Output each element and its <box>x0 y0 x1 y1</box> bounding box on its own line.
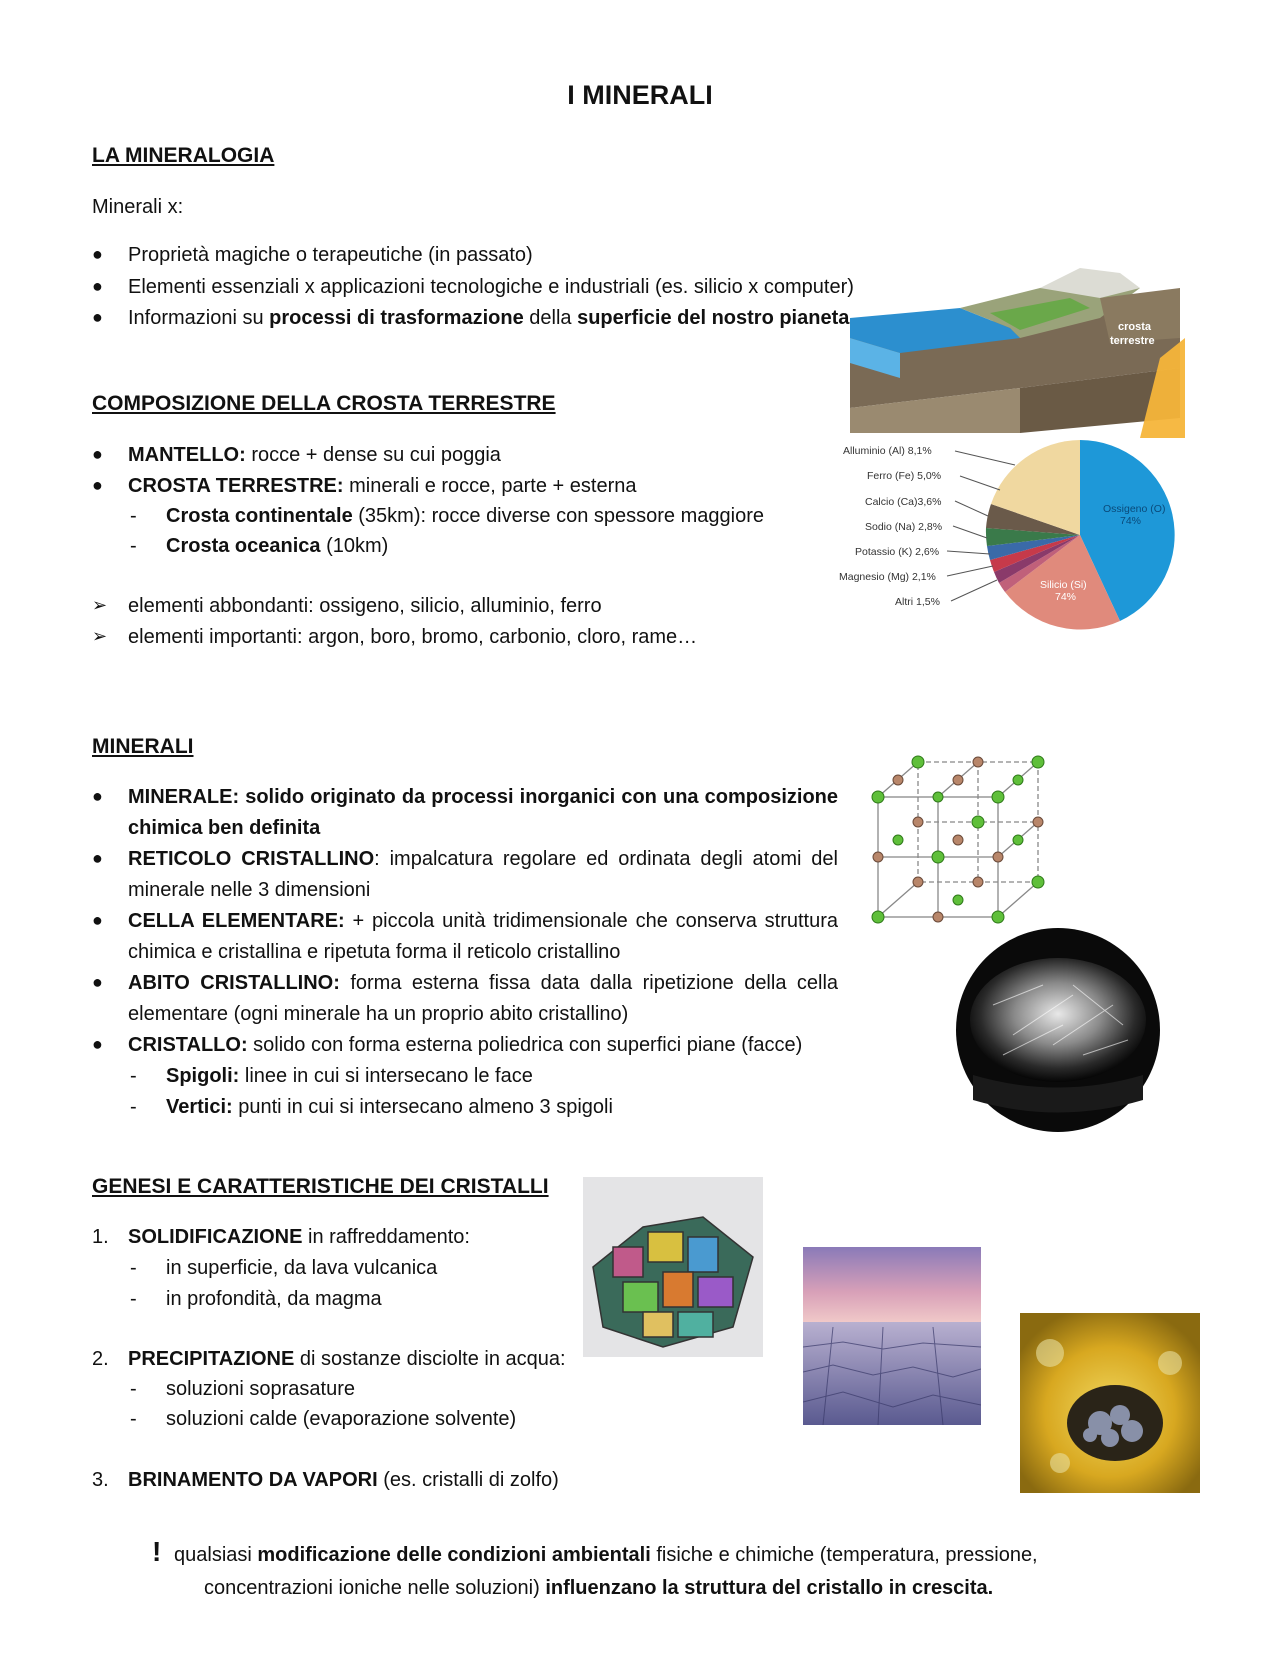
arrow-bullet-icon: ➢ <box>92 626 108 646</box>
bullet: ● <box>92 244 103 264</box>
intro-text: Minerali x: <box>92 196 184 218</box>
pie-label: Alluminio (Al) 8,1% <box>843 445 932 457</box>
list-text: BRINAMENTO DA VAPORI (es. cristalli di zolfo) <box>128 1469 559 1491</box>
bullet-text: RETICOLO CRISTALLINO: impalcatura regolare ed ordinata degli atomi del minerale nelle 3 dimensioni <box>128 848 838 901</box>
bullet: ● <box>92 276 103 296</box>
pie-label: Ossigeno (O) <box>1103 503 1166 515</box>
bullet-text: ABITO CRISTALLINO: forma esterna fissa data dalla ripetizione della cella elementare (ogni minerale ha un proprio abito cristallino) <box>128 972 839 1025</box>
sub-text: soluzioni soprasature <box>166 1378 355 1400</box>
pie-label: Calcio (Ca)3,6% <box>865 496 942 508</box>
bullet: ● <box>92 475 103 495</box>
crust-composition-pie-chart <box>835 420 1185 650</box>
bullet: ● <box>92 1034 103 1054</box>
sub-text: Crosta continentale (35km): rocce diverse con spessore maggiore <box>166 505 764 527</box>
list-text: SOLIDIFICAZIONE in raffreddamento: <box>128 1226 470 1248</box>
dash: - <box>130 535 137 557</box>
pie-label: 74% <box>1120 515 1142 527</box>
pie-label: Potassio (K) 2,6% <box>855 546 940 558</box>
bullet-text: CROSTA TERRESTRE: minerali e rocce, parte + esterna <box>128 475 637 497</box>
bullet-text: MINERALE: solido originato da processi inorganici con una composizione chimica ben definita <box>128 786 838 839</box>
dash: - <box>130 1378 137 1400</box>
bullet: ● <box>92 848 103 868</box>
bullet-text: MANTELLO: rocce + dense su cui poggia <box>128 444 501 466</box>
salt-flat-photo <box>803 1247 981 1425</box>
dash: - <box>130 1408 137 1430</box>
sulfur-crater-photo <box>1020 1313 1200 1493</box>
arrow-bullet-icon: ➢ <box>92 595 108 615</box>
sub-text: in superficie, da lava vulcanica <box>166 1257 438 1279</box>
crystal-lattice-diagram <box>868 752 1048 937</box>
dash: - <box>130 505 137 527</box>
bullet-text: Proprietà magiche o terapeutiche (in passato) <box>128 244 533 266</box>
bullet-text: Elementi essenziali x applicazioni tecnologiche e industriali (es. silicio x computer) <box>128 276 854 298</box>
sub-text: in profondità, da magma <box>166 1288 382 1310</box>
dash: - <box>130 1065 137 1087</box>
sub-text: soluzioni calde (evaporazione solvente) <box>166 1408 517 1430</box>
heading-mineralogia: LA MINERALOGIA <box>92 144 275 167</box>
sub-text: Crosta oceanica (10km) <box>166 535 389 557</box>
bullet: ● <box>92 307 103 327</box>
heading-genesi: GENESI E CARATTERISTICHE DEI CRISTALLI <box>92 1175 549 1198</box>
bullet: ● <box>92 786 103 806</box>
arrow-text: elementi importanti: argon, boro, bromo, carbonio, cloro, rame… <box>128 626 698 648</box>
list-number: 2. <box>92 1348 109 1370</box>
page-title: I MINERALI <box>567 80 713 110</box>
bullet-text: Informazioni su processi di trasformazione della superficie del nostro pianeta <box>128 307 850 329</box>
pie-label: Ferro (Fe) 5,0% <box>867 470 942 482</box>
dash: - <box>130 1257 137 1279</box>
sub-text: Spigoli: linee in cui si intersecano le face <box>166 1065 533 1087</box>
bullet: ● <box>92 972 103 992</box>
heading-minerali: MINERALI <box>92 735 194 758</box>
list-number: 1. <box>92 1226 109 1248</box>
pie-label: Magnesio (Mg) 2,1% <box>839 571 936 583</box>
pie-label: Silicio (Si) <box>1040 579 1087 591</box>
pie-label: Sodio (Na) 2,8% <box>865 521 943 533</box>
sub-text: Vertici: punti in cui si intersecano almeno 3 spigoli <box>166 1096 613 1118</box>
exclamation-icon: ! <box>152 1536 162 1567</box>
pie-label: 74% <box>1055 591 1077 603</box>
bullet-text: CELLA ELEMENTARE: + piccola unità tridimensionale che conserva struttura chimica e cristallina e ripetuta forma il reticolo cristallino <box>128 910 838 963</box>
bullet-text: CRISTALLO: solido con forma esterna poliedrica con superfici piane (facce) <box>128 1034 803 1056</box>
note-text: concentrazioni ioniche nelle soluzioni) influenzano la struttura del cristallo in crescita. <box>204 1577 994 1599</box>
bullet: ● <box>92 910 103 930</box>
note-text: qualsiasi modificazione delle condizioni ambientali fisiche e chimiche (temperatura, pressione, <box>174 1544 1038 1566</box>
bismuth-crystal-photo <box>583 1177 763 1357</box>
list-number: 3. <box>92 1469 109 1491</box>
crust-label: terrestre <box>1110 335 1155 347</box>
pie-label: Altri 1,5% <box>895 596 940 608</box>
bullet: ● <box>92 444 103 464</box>
crust-block-diagram <box>840 268 1190 438</box>
crystal-photo <box>953 925 1163 1135</box>
dash: - <box>130 1288 137 1310</box>
arrow-text: elementi abbondanti: ossigeno, silicio, alluminio, ferro <box>128 595 602 617</box>
heading-composizione: COMPOSIZIONE DELLA CROSTA TERRESTRE <box>92 392 556 415</box>
crust-label: crosta <box>1118 321 1152 333</box>
dash: - <box>130 1096 137 1118</box>
list-text: PRECIPITAZIONE di sostanze disciolte in acqua: <box>128 1348 566 1370</box>
